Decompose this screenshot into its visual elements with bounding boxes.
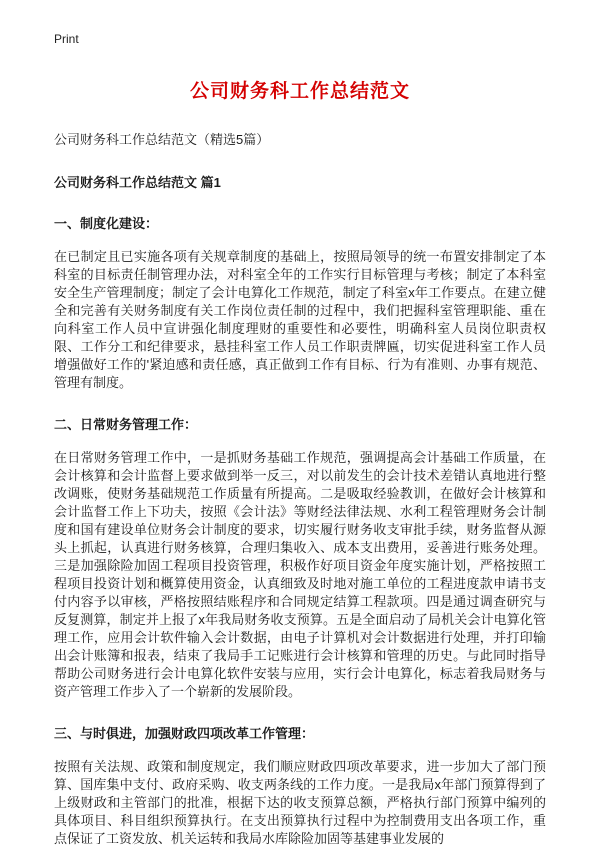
section-2-body: 在日常财务管理工作中，一是抓财务基础工作规范，强调提高会计基础工作质量，在会计核算和会计监督上要求做到举一反三，对以前发生的会计技术差错认真地进行整改调账，使财务基础规范工作质量有所提高。二是吸取经验教训，在做好会计核算和会计监督工作上下功夫，按照《会计法》等财经法律法规、水利工程管理财务会计制度和国有建设单位财务会计制度的要求，切实履行财务收支审批手续，财务监督从源头上抓起，认真进行财务核算，合理归集收入、成本支出费用，妥善进行账务处理。三是加强除险加固工程项目投资管理，积极作好项目资金年度实施计划，严格按照工程项目投资计划和概算使用资金，认真细致及时地对施工单位的工程进度款申请书支付内容予以审核，严格按照结账程序和合同规定结算工程款项。四是通过调查研究与反复测算，制定并上报了x年我局财务收支预算。五是全面启动了局机关会计电算化管理工作，应用会计软件输入会计数据，由电子计算机对会计数据进行处理，并打印输出会计账簿和报表，结束了我局手工记账进行会计核算和管理的历史。与此同时指导帮助公司财务进行会计电算化软件安装与应用，实行会计电算化，标志着我局财务与资产管理工作步入了一个崭新的发展阶段。 bbox=[54, 450, 546, 699]
section-2-heading: 二、日常财务管理工作： bbox=[54, 417, 198, 432]
section-3-body: 按照有关法规、政策和制度规定，我们顺应财政四项改革要求，进一步加大了部门预算、国库集中支付、政府采购、收支两条线的工作力度。一是我局x年部门预算得到了上级财政和主管部门的批准，根据下达的收支预算总额，严格执行部门预算中编列的具体项目、科目组织预算执行。在支出预算执行过程中为控制费用支出各项工作，重点保证了工资发放、机关运转和我局水库除险加固等基建事业发展的 bbox=[54, 759, 546, 846]
section-1-body: 在已制定且已实施各项有关规章制度的基础上，按照局领导的统一布置安排制定了本科室的目标责任制管理办法，对科室全年的工作实行目标管理与考核；制定了本科室安全生产管理制度；制定了会计电算化工作规范，制定了科室x年工作要点。在建立健全和完善有关财务制度有关工作岗位责任制的过程中，我们把握科室管理职能、重在向科室工作人员中宣讲强化制度理财的重要性和必要性，明确科室人员岗位职责权限、工作分工和纪律要求，悬挂科室工作人员工作职责牌匾，切实促进科室工作人员增强做好工作的'紧迫感和责任感，真正做到工作有目标、行为有准则、办事有规范、管理有制度。 bbox=[54, 249, 546, 390]
section-1-heading: 一、制度化建设： bbox=[54, 216, 159, 231]
section-3 bbox=[54, 723, 546, 848]
document-subtitle: 公司财务科工作总结范文（精选5篇） bbox=[54, 132, 270, 147]
article-title: 公司财务科工作总结范文 篇1 bbox=[54, 175, 221, 190]
section-2 bbox=[54, 414, 546, 701]
section-3-heading: 三、与时俱进，加强财政四项改革工作管理： bbox=[54, 726, 315, 741]
section-1 bbox=[54, 213, 546, 392]
page-title: 公司财务科工作总结范文 bbox=[189, 81, 410, 102]
print-button[interactable]: Print bbox=[54, 32, 79, 46]
